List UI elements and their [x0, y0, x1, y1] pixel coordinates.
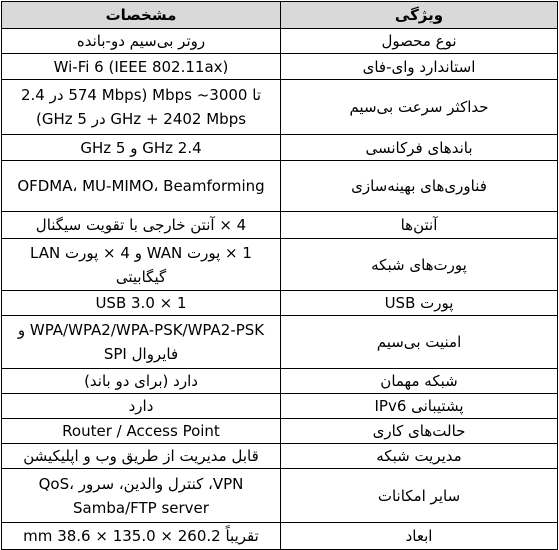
table-row — [2, 394, 558, 419]
table-row — [2, 161, 558, 212]
feature-cell: شبکه مهمان — [281, 369, 558, 394]
spec-cell: 2.4 GHz و 5 GHz — [2, 135, 281, 161]
spec-cell: OFDMA، MU-MIMO، Beamforming — [2, 161, 281, 212]
spec-cell: تا 3000~ Mbps (574 Mbps در 2.4 GHz + 2402 Mbps در 5 GHz) — [2, 80, 281, 135]
feature-cell: نوع محصول — [281, 29, 558, 54]
spec-cell: Wi-Fi 6 (IEEE 802.11ax) — [2, 54, 281, 80]
spec-cell: Router / Access Point — [2, 419, 281, 444]
spec-cell: WPA/WPA2/WPA-PSK/WPA2-PSK و فایروال SPI — [2, 316, 281, 369]
table-row — [2, 291, 558, 316]
table-row — [2, 135, 558, 161]
spec-cell: قابل مدیریت از طریق وب و اپلیکیشن — [2, 444, 281, 469]
table-row — [2, 54, 558, 80]
table-row — [2, 444, 558, 469]
table-row — [2, 80, 558, 135]
table-row — [2, 316, 558, 369]
table-row — [2, 369, 558, 394]
specifications-table — [1, 1, 558, 550]
column-header-spec: مشخصات — [2, 2, 281, 29]
feature-cell: امنیت بی‌سیم — [281, 316, 558, 369]
feature-cell: استاندارد وای-فای — [281, 54, 558, 80]
spec-cell: 1 × USB 3.0 — [2, 291, 281, 316]
feature-cell: آنتن‌ها — [281, 212, 558, 239]
feature-cell: حالت‌های کاری — [281, 419, 558, 444]
table-row — [2, 419, 558, 444]
table-row — [2, 239, 558, 291]
column-header-feature: ویژگی — [281, 2, 558, 29]
feature-cell: مدیریت شبکه — [281, 444, 558, 469]
table-row — [2, 29, 558, 54]
spec-cell: VPN، کنترل والدین، سرور QoS، Samba/FTP server — [2, 469, 281, 523]
feature-cell: سایر امکانات — [281, 469, 558, 523]
table-row — [2, 523, 558, 550]
spec-cell: دارد (برای دو باند) — [2, 369, 281, 394]
feature-cell: پورت‌های شبکه — [281, 239, 558, 291]
table-header-row — [2, 2, 558, 29]
feature-cell: پورت USB — [281, 291, 558, 316]
spec-cell: 1 × پورت WAN و 4 × پورت LAN گیگابیتی — [2, 239, 281, 291]
feature-cell: فناوری‌های بهینه‌سازی — [281, 161, 558, 212]
spec-cell: تقریباً 260.2 × 135.0 × 38.6 mm — [2, 523, 281, 550]
feature-cell: حداکثر سرعت بی‌سیم — [281, 80, 558, 135]
spec-cell: روتر بی‌سیم دو-بانده — [2, 29, 281, 54]
feature-cell: ابعاد — [281, 523, 558, 550]
table-row — [2, 469, 558, 523]
spec-cell: 4 × آنتن خارجی با تقویت سیگنال — [2, 212, 281, 239]
feature-cell: پشتیبانی IPv6 — [281, 394, 558, 419]
table-row — [2, 212, 558, 239]
feature-cell: باندهای فرکانسی — [281, 135, 558, 161]
spec-cell: دارد — [2, 394, 281, 419]
